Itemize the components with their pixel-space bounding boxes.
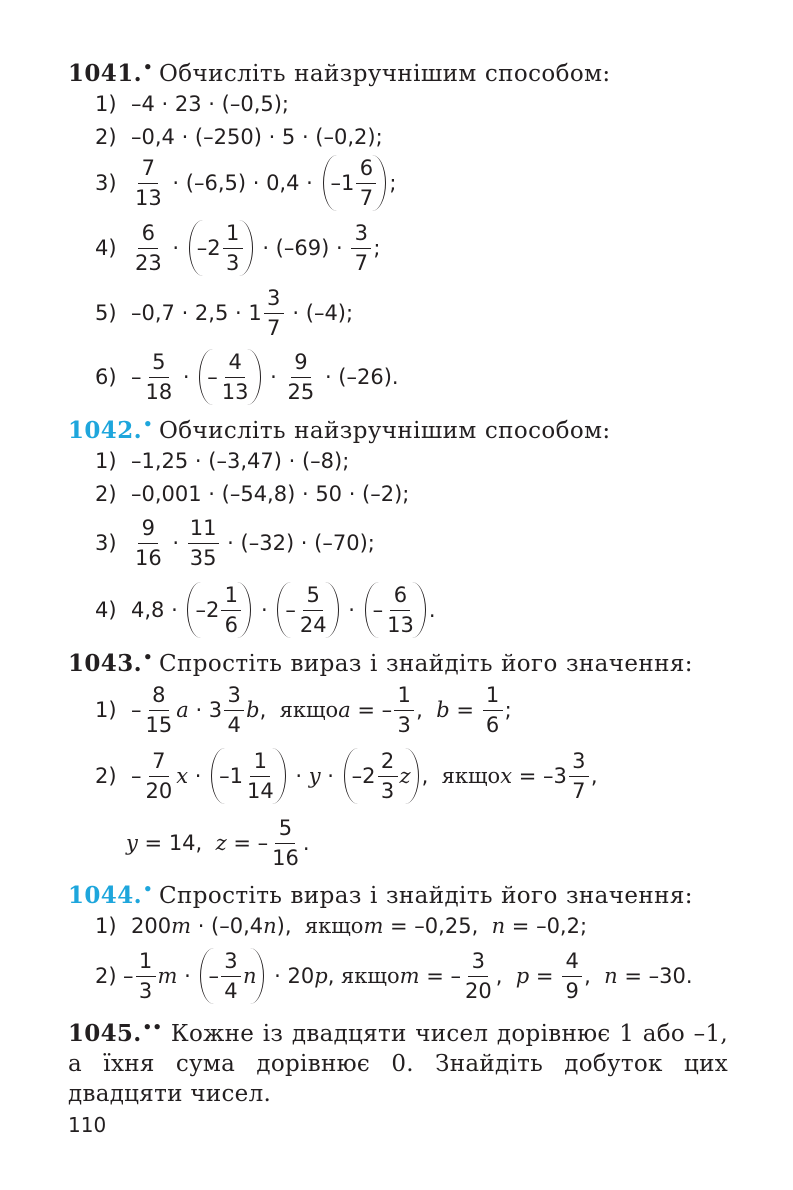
variable: n	[491, 914, 506, 938]
parenthesized-group	[365, 582, 426, 638]
numerator: 4	[562, 950, 582, 976]
math-text: ,	[495, 964, 516, 988]
exercise-1044-2	[95, 945, 693, 1007]
fraction	[264, 287, 284, 338]
math-text: · (–69) ·	[255, 236, 350, 260]
math-text: –	[372, 598, 384, 622]
denominator: 7	[359, 185, 374, 210]
math-text: = –0,2;	[505, 914, 588, 938]
denominator: 13	[221, 379, 249, 404]
fraction	[144, 351, 175, 402]
item-label: 2)	[95, 964, 117, 988]
numerator: 1	[394, 684, 414, 710]
math-text: ·	[188, 764, 209, 788]
math-text: –2	[351, 764, 376, 788]
exercise-1041-6	[95, 346, 399, 408]
expression	[131, 482, 409, 506]
math-text: ;	[389, 171, 397, 195]
denominator: 13	[387, 612, 414, 637]
math-text: –2	[196, 236, 221, 260]
numerator: 7	[149, 750, 169, 776]
exercise-1043-2	[95, 745, 598, 807]
denominator: 4	[224, 978, 238, 1003]
exercise-1041-3	[95, 152, 396, 214]
math-text: –0,001 · (–54,8) · 50 · (–2);	[131, 482, 410, 506]
exercise-1041-5	[95, 282, 353, 344]
exercise-1042-3	[95, 512, 375, 574]
expression	[131, 287, 353, 338]
item-label: 4)	[95, 236, 117, 260]
expression	[131, 449, 349, 473]
math-text: = –30.	[617, 964, 693, 988]
expression	[131, 155, 396, 211]
item-label: 2)	[95, 482, 117, 506]
difficulty-mark: •	[143, 880, 154, 898]
denominator: 16	[272, 845, 299, 870]
math-text: –	[131, 764, 142, 788]
numerator: 3	[221, 950, 241, 976]
expression	[131, 684, 512, 735]
math-text: ·	[176, 365, 197, 389]
math-text: ,	[584, 964, 605, 988]
page-number: 110	[68, 1113, 107, 1137]
item-label: 5)	[95, 301, 117, 325]
item-label: 1)	[95, 92, 117, 116]
fraction	[562, 950, 582, 1001]
math-text: = –	[419, 964, 461, 988]
numerator: 6	[138, 222, 158, 248]
variable: z	[399, 764, 411, 788]
math-text: ·	[341, 598, 362, 622]
math-text: ,	[416, 698, 437, 722]
math-text: · 20	[267, 964, 315, 988]
math-text: ·	[320, 764, 341, 788]
problem-1045	[68, 1012, 728, 1109]
math-text: –0,4 · (–250) · 5 · (–0,2);	[131, 125, 383, 149]
fraction	[394, 684, 414, 735]
fraction	[298, 584, 329, 635]
variable: z	[215, 831, 227, 855]
fraction	[221, 584, 241, 635]
fraction	[463, 950, 494, 1001]
numerator: 6	[390, 584, 410, 610]
fraction	[133, 517, 164, 568]
fraction	[133, 157, 164, 208]
variable: m	[171, 914, 192, 938]
difficulty-mark: ••	[142, 1018, 163, 1036]
task-text: Обчисліть найзручнішим способом:	[159, 418, 611, 444]
item-label: 2)	[95, 125, 117, 149]
numerator: 1	[136, 950, 156, 976]
variable: m	[399, 964, 420, 988]
variable: m	[157, 964, 178, 988]
parenthesized-group	[189, 220, 253, 276]
fraction	[224, 684, 244, 735]
math-text: –1	[219, 764, 243, 788]
math-text: –	[131, 365, 142, 389]
math-text: 200	[131, 914, 172, 938]
numerator: 1	[483, 684, 503, 710]
exercise-1041-2	[95, 120, 383, 154]
condition-word: якщо	[304, 914, 364, 938]
math-text: =	[449, 698, 481, 722]
numerator: 3	[351, 222, 371, 248]
numerator: 3	[569, 750, 589, 776]
difficulty-mark: •	[143, 648, 154, 666]
math-text: · (–0,4	[191, 914, 264, 938]
math-text: –4 · 23 · (–0,5);	[131, 92, 289, 116]
denominator: 15	[145, 712, 173, 737]
fraction	[144, 750, 175, 801]
math-text: =	[529, 964, 561, 988]
math-text: · (–32) · (–70);	[220, 531, 375, 555]
denominator: 6	[224, 612, 238, 637]
numerator: 3	[264, 287, 284, 313]
denominator: 23	[135, 250, 162, 275]
denominator: 20	[464, 978, 492, 1003]
math-text: ·	[288, 764, 309, 788]
variable: a	[338, 698, 351, 722]
exercise-1043-1	[95, 679, 512, 741]
parenthesized-group	[200, 948, 264, 1004]
expression	[131, 220, 380, 276]
fraction	[136, 950, 156, 1001]
math-text: = –	[350, 698, 393, 722]
item-label: 1)	[95, 698, 117, 722]
numerator: 3	[224, 684, 244, 710]
fraction	[351, 222, 371, 273]
expression	[131, 125, 383, 149]
math-text: ·	[177, 964, 198, 988]
item-label: 6)	[95, 365, 117, 389]
denominator: 7	[354, 250, 368, 275]
problem-1042-heading	[68, 415, 611, 444]
variable: n	[604, 964, 618, 988]
problem-number: 1042.	[68, 417, 143, 444]
numerator: 9	[138, 517, 158, 543]
math-text: ·	[263, 365, 284, 389]
problem-number: 1044.	[68, 882, 143, 909]
denominator: 9	[565, 978, 579, 1003]
numerator: 6	[356, 157, 376, 183]
math-text: ,	[590, 764, 598, 788]
parenthesized-group	[199, 349, 260, 405]
item-label: 2)	[95, 764, 117, 788]
problem-1041-heading	[68, 58, 611, 87]
denominator: 20	[145, 778, 173, 803]
denominator: 35	[189, 545, 217, 570]
numerator: 3	[468, 950, 488, 976]
math-text: ,	[259, 698, 280, 722]
problem-number: 1041.	[68, 60, 143, 87]
math-text: · (–6,5) · 0,4 ·	[165, 171, 320, 195]
problem-number: 1043.	[68, 650, 143, 677]
expression	[131, 914, 587, 938]
problem-number: 1045.	[68, 1020, 142, 1047]
math-text: –	[285, 598, 296, 622]
denominator: 6	[485, 712, 500, 737]
math-text: = –3	[512, 764, 567, 788]
difficulty-mark: •	[143, 415, 154, 433]
fraction	[286, 351, 317, 402]
problem-1043-heading	[68, 648, 693, 677]
exercise-1042-4	[95, 579, 436, 641]
numerator: 1	[223, 222, 243, 248]
condition-word: якщо	[441, 764, 501, 788]
expression	[131, 748, 598, 804]
numerator: 2	[378, 750, 398, 776]
exercise-1043-2-continued	[126, 812, 310, 874]
math-text: –0,7 · 2,5 · 1	[131, 301, 262, 325]
condition-word: якщо	[341, 964, 400, 988]
math-text: –1	[330, 171, 355, 195]
fraction	[188, 517, 219, 568]
math-text: · (–26).	[318, 365, 399, 389]
fraction	[221, 950, 241, 1001]
variable: b	[436, 698, 450, 722]
numerator: 8	[149, 684, 169, 710]
variable: p	[515, 964, 530, 988]
variable: p	[314, 964, 328, 988]
denominator: 4	[227, 712, 241, 737]
math-text: –1,25 · (–3,47) · (–8);	[131, 449, 350, 473]
fraction	[483, 684, 503, 735]
math-text: –2	[195, 598, 220, 622]
math-text: = –	[226, 831, 269, 855]
math-text: –	[207, 365, 218, 389]
exercise-1041-1	[95, 87, 289, 121]
item-label: 1)	[95, 914, 117, 938]
expression	[131, 92, 289, 116]
math-text: = 14,	[137, 831, 216, 855]
denominator: 16	[135, 545, 162, 570]
fraction	[569, 750, 589, 801]
denominator: 25	[287, 379, 315, 404]
math-text: –	[123, 964, 134, 988]
fraction	[356, 157, 376, 208]
fraction	[245, 750, 276, 801]
math-text: ;	[504, 698, 512, 722]
math-text: ;	[373, 236, 381, 260]
item-label: 1)	[95, 449, 117, 473]
numerator: 5	[303, 584, 323, 610]
numerator: 7	[138, 157, 158, 183]
fraction	[270, 817, 301, 868]
variable: n	[242, 964, 257, 988]
math-text: –	[131, 698, 142, 722]
denominator: 14	[246, 778, 274, 803]
denominator: 13	[135, 185, 162, 210]
denominator: 7	[267, 315, 281, 340]
fraction	[133, 222, 164, 273]
math-text: ,	[327, 964, 342, 988]
parenthesized-group	[344, 748, 419, 804]
variable: x	[176, 764, 189, 788]
math-text: ,	[421, 764, 442, 788]
math-text: = –0,25,	[383, 914, 492, 938]
numerator: 9	[291, 351, 311, 377]
denominator: 3	[397, 712, 411, 737]
math-text: 4,8 ·	[131, 598, 185, 622]
difficulty-mark: •	[143, 58, 154, 76]
variable: b	[246, 698, 260, 722]
math-text: · 3	[188, 698, 223, 722]
variable: y	[126, 831, 138, 855]
exercise-1042-2	[95, 477, 409, 511]
variable: y	[308, 764, 321, 788]
math-text: –	[208, 964, 219, 988]
exercise-1044-1	[95, 909, 587, 943]
parenthesized-group	[187, 582, 251, 638]
exercise-1042-1	[95, 444, 349, 478]
variable: a	[176, 698, 189, 722]
variable: x	[500, 764, 513, 788]
math-text: .	[428, 598, 436, 622]
fraction	[385, 584, 416, 635]
math-text: ·	[165, 531, 186, 555]
exercise-1041-4	[95, 217, 380, 279]
math-text: .	[302, 831, 310, 855]
numerator: 1	[250, 750, 270, 776]
numerator: 1	[221, 584, 241, 610]
parenthesized-group	[211, 748, 286, 804]
numerator: 4	[225, 351, 245, 377]
task-text: Спростіть вираз і знайдіть його значення:	[159, 883, 693, 909]
condition-word: якщо	[279, 698, 339, 722]
parenthesized-group	[323, 155, 387, 211]
numerator: 5	[149, 351, 169, 377]
problem-1044-heading	[68, 880, 693, 909]
denominator: 3	[380, 778, 395, 803]
math-text: · (–4);	[285, 301, 354, 325]
problem-text: Кожне із двадцяти чисел дорівнює 1 або –1, а їхня сума дорівнює 0. Знайдіть добуток цих двадцяти чисел.	[68, 1021, 728, 1107]
denominator: 18	[145, 379, 173, 404]
denominator: 3	[225, 250, 240, 275]
item-label: 3)	[95, 531, 117, 555]
item-label: 4)	[95, 598, 117, 622]
math-text: ·	[254, 598, 275, 622]
denominator: 7	[572, 778, 586, 803]
numerator: 5	[275, 817, 295, 843]
numerator: 11	[188, 517, 219, 543]
math-text: ·	[165, 236, 186, 260]
fraction	[220, 351, 251, 402]
fraction	[378, 750, 398, 801]
parenthesized-group	[277, 582, 338, 638]
denominator: 24	[299, 612, 327, 637]
fraction	[144, 684, 175, 735]
math-text: ),	[276, 914, 305, 938]
expression	[123, 948, 693, 1004]
denominator: 3	[138, 978, 153, 1003]
item-label: 3)	[95, 171, 117, 195]
fraction	[223, 222, 243, 273]
expression	[131, 517, 375, 568]
expression	[131, 349, 399, 405]
task-text: Спростіть вираз і знайдіть його значення:	[159, 651, 693, 677]
expression	[126, 817, 310, 868]
expression	[131, 582, 436, 638]
variable: n	[263, 914, 277, 938]
task-text: Обчисліть найзручнішим способом:	[159, 61, 611, 87]
variable: m	[363, 914, 384, 938]
